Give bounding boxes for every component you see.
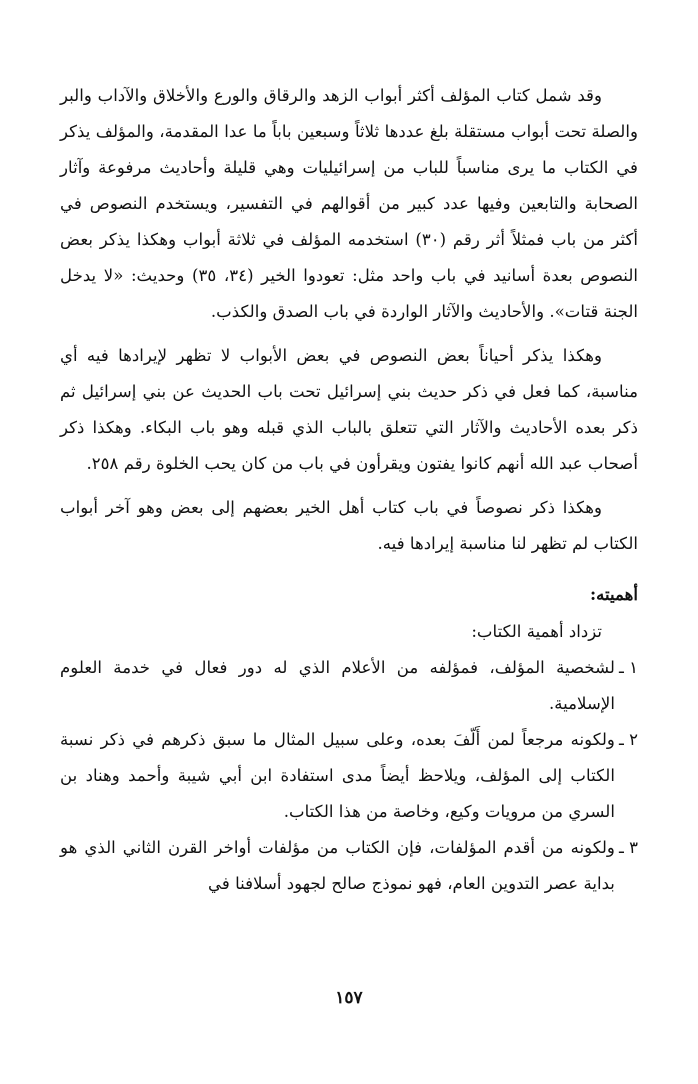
list-item-number: ٣ ـ	[618, 838, 638, 857]
list-item-number: ١ ـ	[618, 658, 638, 677]
section-intro: تزداد أهمية الكتاب:	[471, 622, 602, 641]
paragraph-unrelated-texts: وهكذا يذكر أحياناً بعض النصوص في بعض الأبواب لا تظهر لإيرادها فيه أي مناسبة، كما فعل في ذكر حديث بني إسرائيل تحت باب الحديث عن بني إسرائيل ثم ذكر بعده الأحاديث والآثار التي تتعلق بالباب الذي قبله وهو باب البكاء. وهكذا ذكر أصحاب عبد الله أنهم كانوا يفتون ويقرأون في باب من كان يحب الخلوة رقم ٢٥٨.	[60, 346, 638, 473]
page-number: ١٥٧	[335, 988, 363, 1008]
list-item-number: ٢ ـ	[618, 730, 638, 749]
list-item-text: لشخصية المؤلف، فمؤلفه من الأعلام الذي له دور فعال في خدمة العلوم الإسلامية.	[60, 658, 615, 713]
list-item-text: ولكونه مرجعاً لمن أَلّفَ بعده، وعلى سبيل المثال ما سبق ذكرهم في ذكر نسبة الكتاب إلى المؤلف، ويلاحظ أيضاً مدى استفادة ابن أبي شيبة وأحمد وهناد بن السري من مرويات وكيع، وخاصة من هذا الكتاب.	[60, 730, 615, 821]
list-item	[60, 722, 638, 830]
paragraph-last-chapter: وهكذا ذكر نصوصاً في باب كتاب أهل الخير بعضهم إلى بعض وهو آخر أبواب الكتاب لم تظهر لنا مناسبة إيرادها فيه.	[60, 498, 638, 553]
importance-list	[60, 650, 638, 902]
list-item	[60, 830, 638, 902]
list-item-text: ولكونه من أقدم المؤلفات، فإن الكتاب من مؤلفات أواخر القرن الثاني الذي هو بداية عصر التدوين العام، فهو نموذج صالح لجهود أسلافنا في	[60, 838, 615, 893]
section-heading-importance: أهميته:	[590, 584, 638, 604]
paragraph-contents-overview: وقد شمل كتاب المؤلف أكثر أبواب الزهد والرقاق والورع والأخلاق والآداب والبر والصلة تحت أبواب مستقلة بلغ عددها ثلاثاً وسبعين باباً ما عدا المقدمة، والمؤلف يذكر في الكتاب ما يرى مناسباً للباب من إسرائيليات وهي قليلة وأحاديث مرفوعة وآثار الصحابة والتابعين وفيها عدد كبير من أقوالهم في التفسير، ويستخدم النصوص في أكثر من باب فمثلاً أثر رقم (٣٠) استخدمه المؤلف في ثلاثة أبواب وهكذا يذكر بعض النصوص بعدة أسانيد في باب واحد مثل: تعودوا الخير (٣٤، ٣٥) وحديث: «لا يدخل الجنة قتات». والأحاديث والآثار الواردة في باب الصدق والكذب.	[60, 86, 638, 321]
list-item	[60, 650, 638, 722]
page-body	[60, 78, 638, 902]
